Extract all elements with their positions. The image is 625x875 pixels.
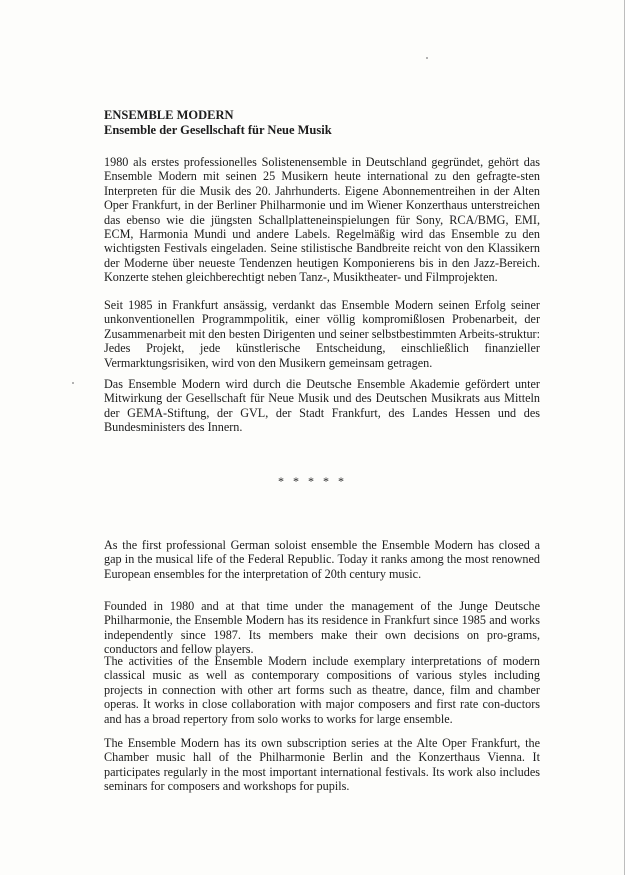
document-heading: [104, 108, 332, 138]
paper-speck: [72, 382, 74, 384]
english-paragraph-2: Founded in 1980 and at that time under the management of the Junge Deutsche Philharmonie, the Ensemble Modern has its residence in Frankfurt since 1985 and works independently since 1987. Its members make their own decisions on pro-grams, conductors and fellow players.: [104, 599, 540, 657]
german-paragraph-1: 1980 als erstes professionelles Solistenensemble in Deutschland gegründet, gehört das Ensemble Modern mit seinen 25 Musikern heute international zu den gefragte-sten Interpreten für die Musik des 20. Jahrhunderts. Eigene Abonnementreihen in der Alten Oper Frankfurt, in der Berliner Philharmonie und im Wiener Konzerthaus unterstreichen das ebenso wie die jüngsten Schallplatteneinspielungen für Sony, RCA/BMG, EMI, ECM, Harmonia Mundi und andere Labels. Regelmäßig wird das Ensemble zu den wichtigsten Festivals eingeladen. Seine stilistische Bandbreite reicht von den Klassikern der Moderne über neueste Tendenzen heutigen Komponierens bis in den Jazz-Bereich. Konzerte stehen gleichberechtigt neben Tanz-, Musiktheater- und Filmprojekten.: [104, 155, 540, 285]
english-paragraph-3: The activities of the Ensemble Modern include exemplary interpretations of modern classical music as well as contemporary compositions of various styles including projects in connection with other art forms such as theatre, dance, film and chamber operas. It works in close collaboration with major composers and first rate con-ductors and has a broad repertory from solo works to works for large ensemble.: [104, 654, 540, 726]
german-paragraph-2: Seit 1985 in Frankfurt ansässig, verdankt das Ensemble Modern seinen Erfolg seiner unkonventionellen Programmpolitik, einer völlig kompromißlosen Probenarbeit, der Zusammenarbeit mit den besten Dirigenten und seiner selbstbestimmten Arbeits-struktur: Jedes Projekt, jede künstlerische Entscheidung, einschließlich finanzieller Vermarktungsrisiken, wird von den Musikern gemeinsam getragen.: [104, 298, 540, 370]
document-title: ENSEMBLE MODERN: [104, 108, 234, 122]
english-paragraph-1: As the first professional German soloist ensemble the Ensemble Modern has closed a gap in the musical life of the Federal Republic. Today it ranks among the most renowned European ensembles for the interpretation of 20th century music.: [104, 538, 540, 581]
english-paragraph-4: The Ensemble Modern has its own subscription series at the Alte Oper Frankfurt, the Chamber music hall of the Philharmonie Berlin and the Konzerthaus Vienna. It participates regularly in the most important international festivals. Its work also includes seminars for composers and workshops for pupils.: [104, 736, 540, 794]
section-separator: * * * * *: [278, 474, 347, 488]
document-subtitle: Ensemble der Gesellschaft für Neue Musik: [104, 123, 332, 137]
german-paragraph-3: Das Ensemble Modern wird durch die Deutsche Ensemble Akademie gefördert unter Mitwirkung der Gesellschaft für Neue Musik und des Deutschen Musikrats aus Mitteln der GEMA-Stiftung, der GVL, der Stadt Frankfurt, des Landes Hessen und des Bundesministers des Innern.: [104, 377, 540, 435]
paper-speck: [426, 57, 428, 59]
